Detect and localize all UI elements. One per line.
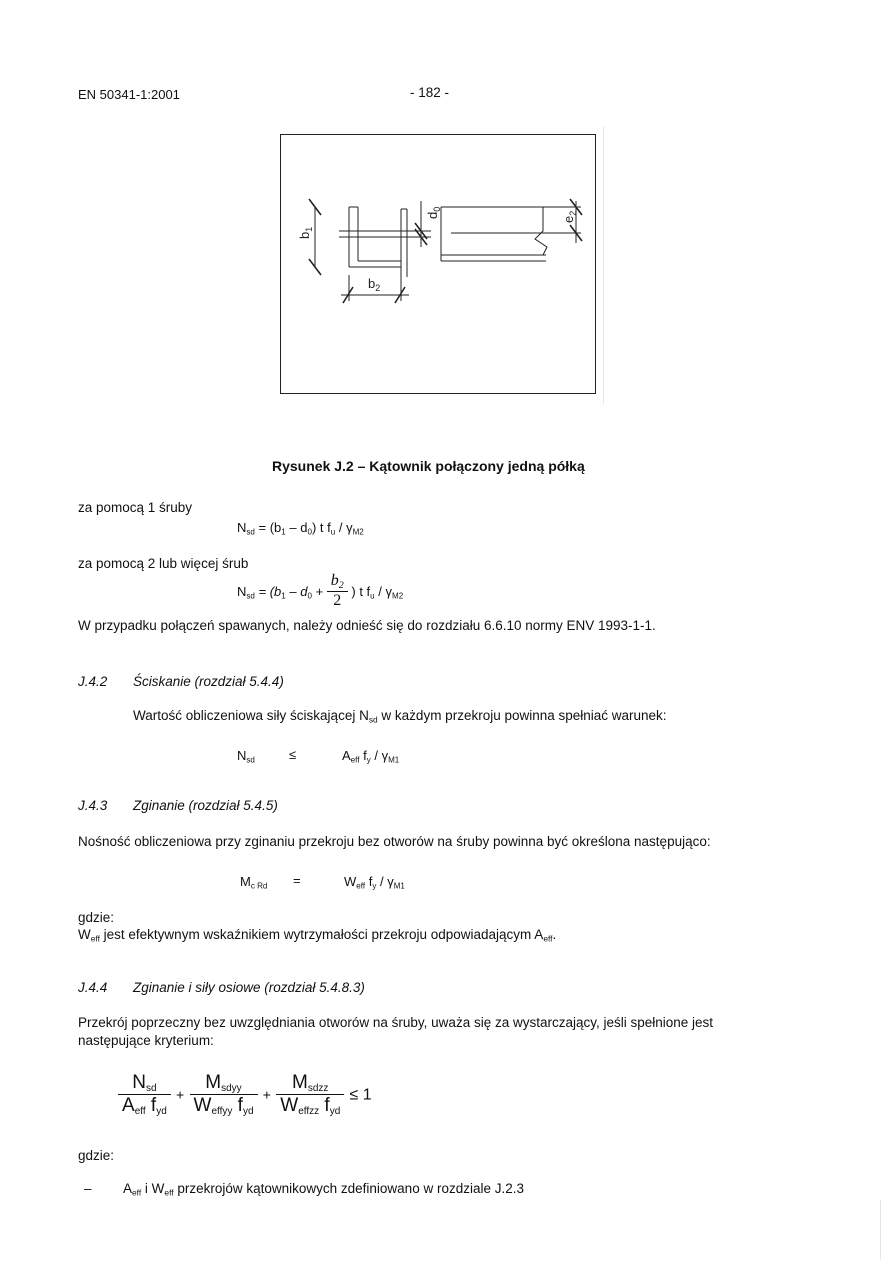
interaction-formula: $\frac{N_{sd}}{A_{eff} f_{yd}}$ + $\frac{M_{sdyy}}{W_{effyy} f_{yd}}$ + $\frac{M_{sdzz}}{W_{effzz} f_{yd}}$ ≤ 1 — [118, 1072, 372, 1117]
figure-caption: Rysunek J.2 – Kątownik połączony jedną półką — [272, 458, 585, 474]
angle-connection-drawing — [281, 135, 597, 395]
figure-frame — [280, 134, 596, 394]
welded-note: W przypadku połączeń spawanych, należy odnieść się do rozdziału 6.6.10 normy ENV 1993-1-1. — [78, 618, 656, 633]
b2-label: $b_2$ — [368, 276, 381, 293]
bullet-dash: – — [84, 1181, 92, 1196]
section-j43-formula-lhs: $M_{c Rd}$ — [240, 874, 268, 891]
section-j44-bullet: $A_{eff}$ i $W_{eff}$ przekrojów kątownikowych zdefiniowano w rozdziale J.2.3 — [123, 1181, 524, 1198]
section-j43-title: Zginanie (rozdział 5.4.5) — [133, 798, 278, 813]
scan-artifact — [603, 126, 604, 404]
section-j43-formula-op: = — [293, 873, 301, 888]
section-j44-text-line2: następujące kryterium: — [78, 1033, 214, 1048]
section-j43-number: J.4.3 — [78, 798, 108, 813]
break-line — [535, 207, 547, 255]
section-j43-definition: $W_{eff}$ jest efektywnym wskaźnikiem wytrzymałości przekroju odpowiadającym $A_{eff}$. — [78, 927, 557, 944]
term-bending-yy: $\frac{M_{sdyy}}{W_{effyy} f_{yd}}$ — [190, 1072, 258, 1117]
section-j43-where: gdzie: — [78, 910, 115, 925]
section-j42-title: Ściskanie (rozdział 5.4.4) — [133, 674, 284, 689]
term-axial: $\frac{N_{sd}}{A_{eff} f_{yd}}$ — [118, 1072, 171, 1117]
e2-label: $e_2$ — [561, 210, 578, 223]
section-j43-text: Nośność obliczeniowa przy zginaniu przekroju bez otworów na śruby powinna być określona następująco: — [78, 834, 711, 849]
section-j44-number: J.4.4 — [78, 980, 108, 995]
section-j44-text-line1: Przekrój poprzeczny bez uwzględniania otworów na śruby, uważa się za wystarczający, jeśli spełnione jest — [78, 1015, 714, 1030]
section-j43-formula-rhs: $W_{eff}$ $f_y / \gamma_{M1}$ — [344, 874, 405, 891]
page-number: - 182 - — [410, 85, 450, 100]
term-bending-zz: $\frac{M_{sdzz}}{W_{effzz} f_{yd}}$ — [276, 1072, 344, 1117]
section-j42-formula-lhs: $N_{sd}$ — [237, 748, 255, 765]
section-j44-where: gdzie: — [78, 1148, 115, 1163]
scan-artifact — [880, 1200, 881, 1260]
section-j42-formula-op: ≤ — [289, 747, 297, 762]
section-j42-formula-rhs: $A_{eff}$ $f_y / \gamma_{M1}$ — [342, 748, 400, 765]
two-bolts-formula: $N_{sd} = (b_1 - d_0$ + $\frac{b_2}{2}$ ) t $f_u / \gamma_{M2}$ — [237, 572, 404, 609]
section-j42-number: J.4.2 — [78, 674, 108, 689]
section-j42-text: Wartość obliczeniowa siły ściskającej $N_{sd}$ w każdym przekroju powinna spełniać warunek: — [133, 708, 667, 725]
document-id: EN 50341-1:2001 — [78, 87, 180, 102]
one-bolt-label: za pomocą 1 śruby — [78, 500, 193, 515]
b1-label: $b_1$ — [297, 226, 314, 239]
section-j44-title: Zginanie i siły osiowe (rozdział 5.4.8.3) — [133, 980, 365, 995]
two-bolts-label: za pomocą 2 lub więcej śrub — [78, 556, 249, 571]
d0-label: $d_0$ — [425, 206, 442, 219]
one-bolt-formula: $N_{sd} = (b_1 - d_0)$ t $f_u / \gamma_{M2}$ — [237, 520, 364, 537]
